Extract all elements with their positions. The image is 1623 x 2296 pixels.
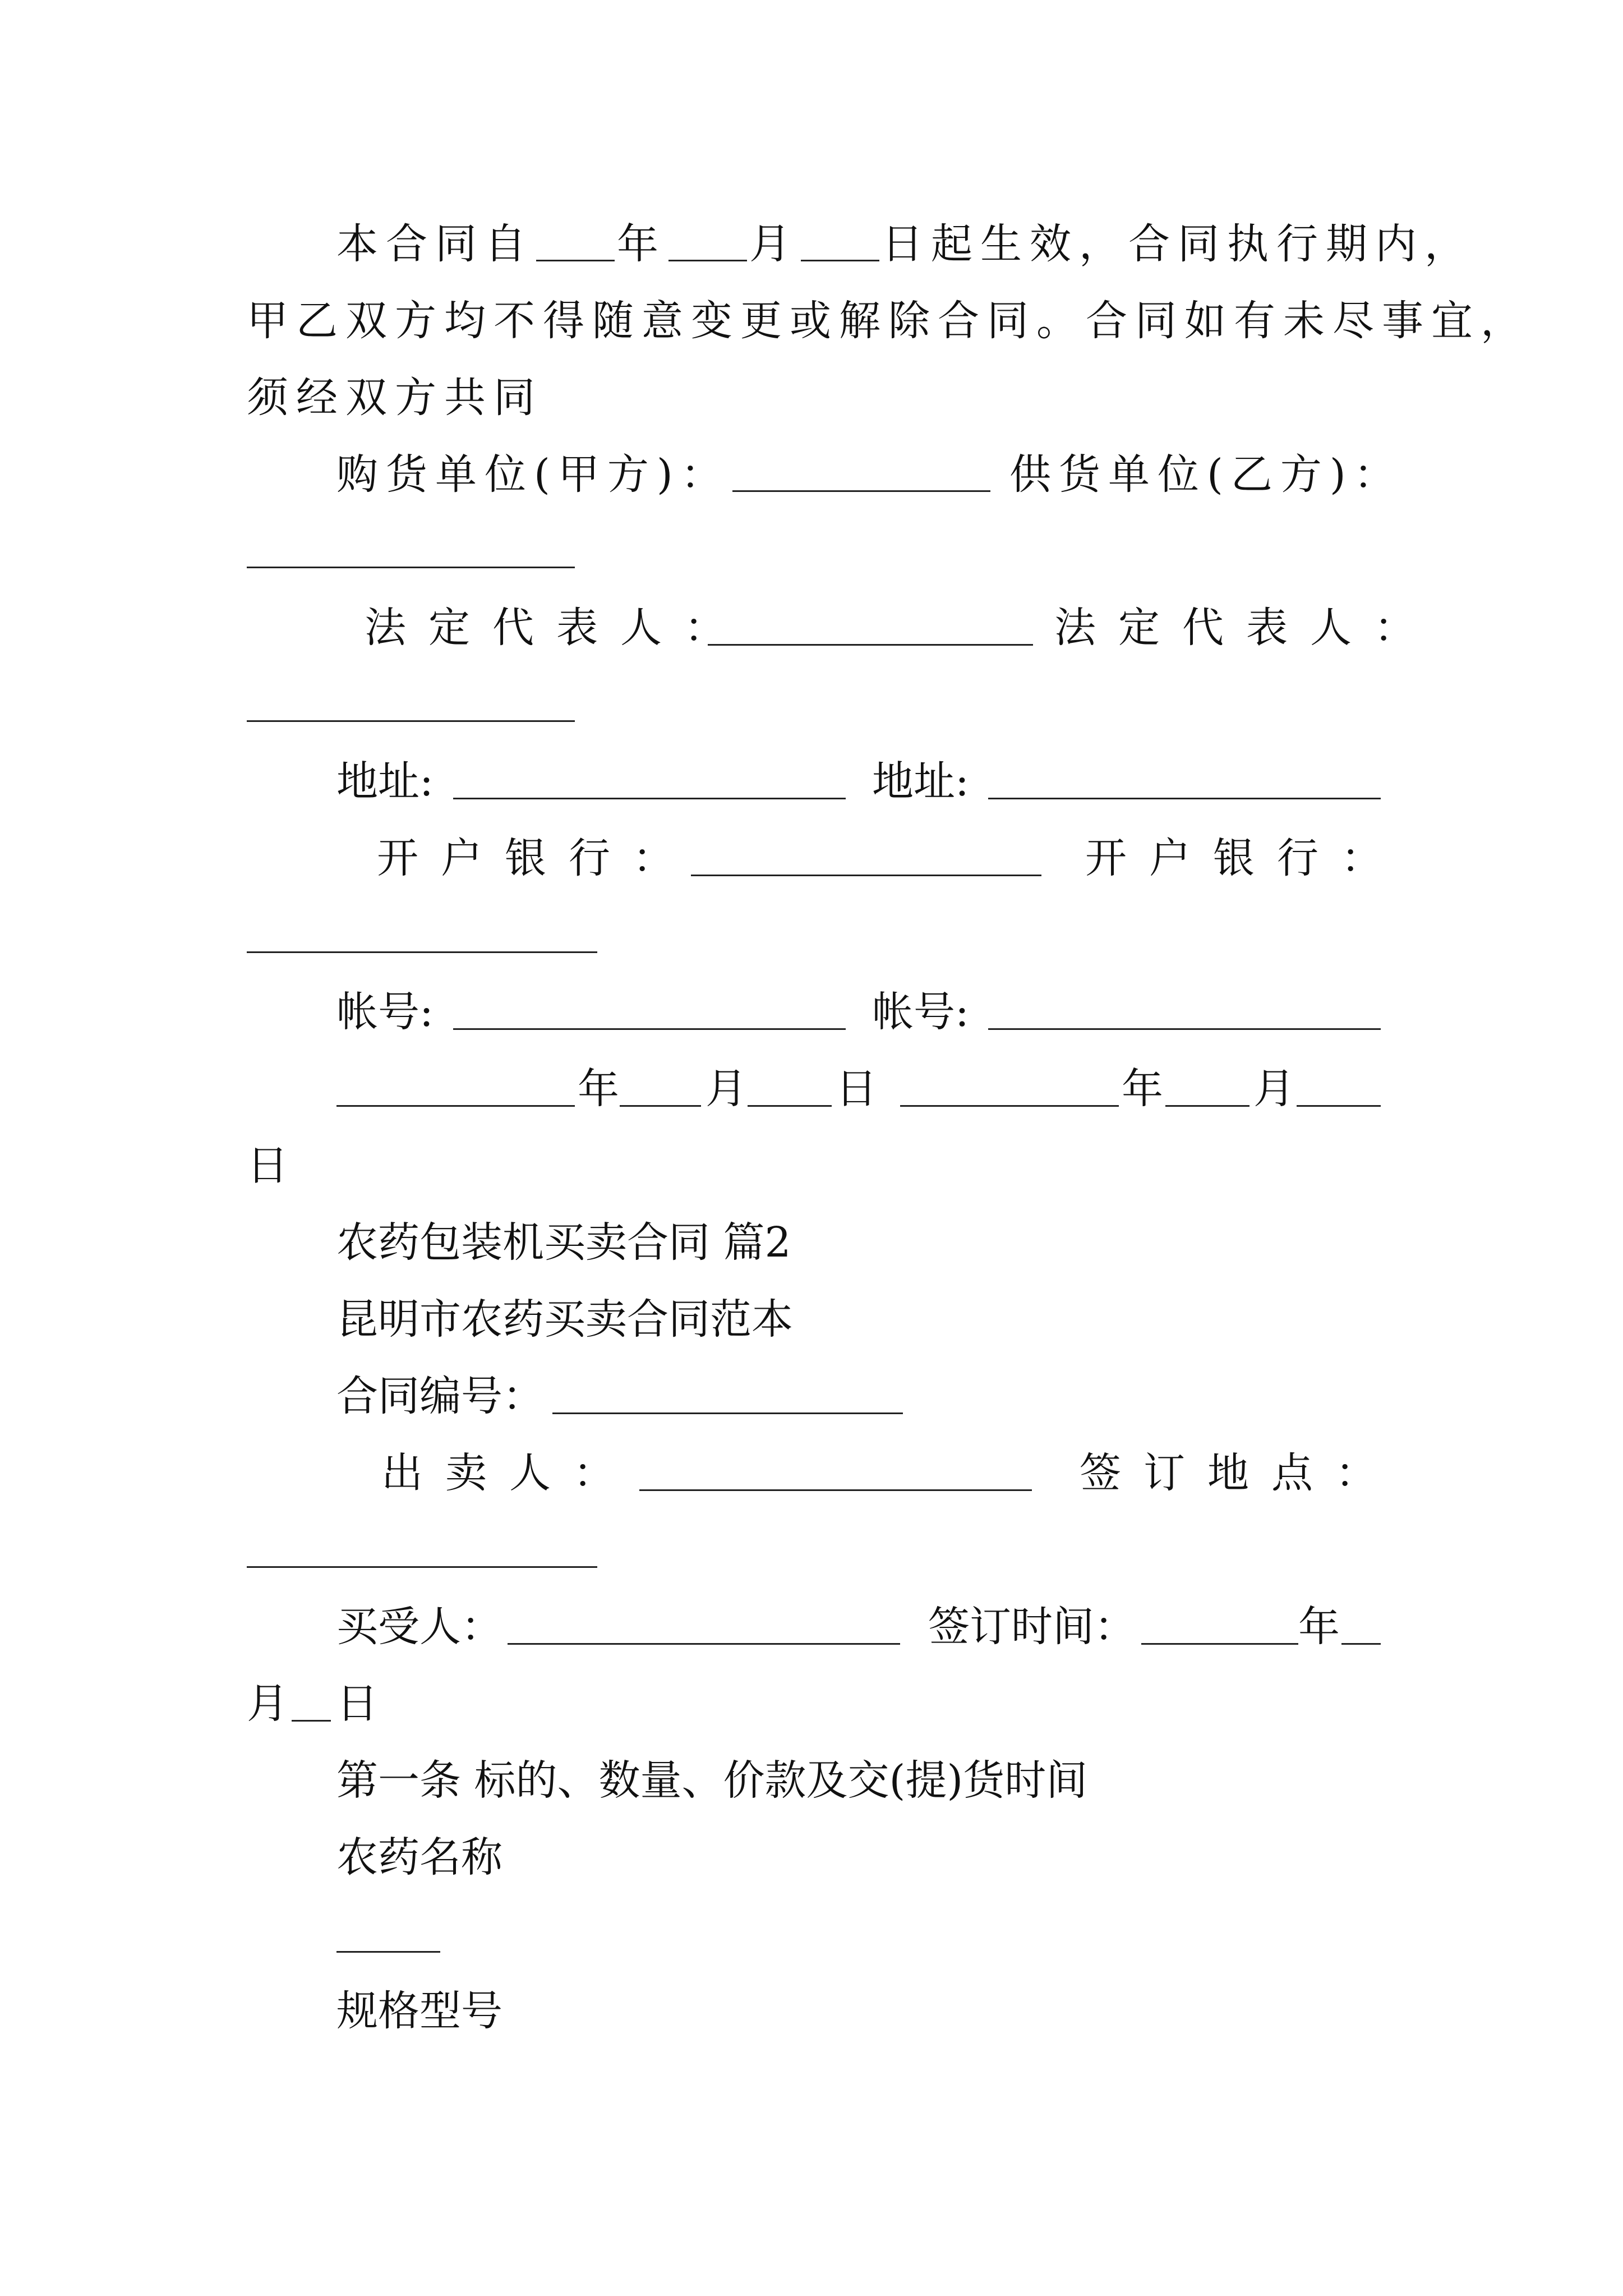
date-month-blank-2[interactable]: [1165, 1105, 1249, 1107]
article-1: 第一条 标的、数量、价款及交(提)货时间: [336, 1756, 1088, 1805]
sign-time-month-blank[interactable]: [1341, 1643, 1381, 1645]
date-day-blank-1[interactable]: [748, 1105, 832, 1107]
text-effective-rest: 日起生效，合同执行期内，: [882, 220, 1474, 268]
address-label-2: 地址:: [872, 757, 969, 806]
date-year-1: 年: [578, 1065, 619, 1113]
spec-model: 规格型号: [336, 1987, 502, 2035]
seller-unit-blank[interactable]: [247, 567, 575, 568]
legal-rep-blank-2[interactable]: [247, 720, 575, 722]
seller-blank[interactable]: [639, 1489, 1032, 1491]
buyer-seller-unit-line: [336, 450, 993, 499]
seller-label: 出卖人：: [381, 1449, 637, 1497]
blank-effective-month[interactable]: [668, 260, 747, 261]
text-year: 年: [617, 220, 666, 268]
pesticide-name: 农药名称: [336, 1833, 502, 1881]
account-label-2: 帐号:: [872, 988, 969, 1036]
para1-line1: [336, 220, 1474, 268]
address-blank-2[interactable]: [988, 798, 1381, 799]
account-blank-2[interactable]: [988, 1028, 1381, 1030]
sign-time-label: 签订时间：: [928, 1603, 1136, 1651]
address-label-1: 地址:: [336, 757, 434, 806]
date-month-2: 月: [1253, 1065, 1295, 1113]
bank-blank-2[interactable]: [247, 951, 597, 953]
contract-title: 昆明市农药买卖合同范本: [336, 1295, 793, 1343]
seller-unit-label: 供货单位(乙方)：: [1009, 450, 1403, 499]
legal-rep-label-1: 法定代表人：: [365, 604, 748, 652]
date-day-2: 日: [247, 1142, 288, 1190]
section-title: 农药包装机买卖合同 篇2: [336, 1218, 791, 1267]
legal-rep-label-2: 法定代表人：: [1054, 604, 1438, 652]
legal-rep-blank-1[interactable]: [708, 644, 1033, 646]
sign-time-year: 年: [1298, 1603, 1340, 1651]
pesticide-name-blank[interactable]: [336, 1951, 440, 1953]
blank-effective-day[interactable]: [801, 260, 879, 261]
buyer-unit-label: 购货单位(甲方)：: [336, 450, 730, 499]
sign-place-label: 签订地点：: [1080, 1449, 1399, 1497]
date-month-1: 月: [706, 1065, 747, 1113]
buyer-blank[interactable]: [508, 1643, 900, 1645]
address-blank-1[interactable]: [453, 798, 846, 799]
text-month: 月: [749, 220, 799, 268]
para1-line2: 甲乙双方均不得随意变更或解除合同。合同如有未尽事宜，: [247, 297, 1530, 345]
sign-place-blank[interactable]: [247, 1566, 597, 1568]
buyer-label: 买受人：: [336, 1603, 502, 1651]
account-label-1: 帐号:: [336, 988, 434, 1036]
contract-no-blank[interactable]: [552, 1412, 903, 1414]
sign-time-month: 月: [247, 1680, 288, 1728]
date-year-blank-1[interactable]: [336, 1105, 575, 1107]
bank-blank-1[interactable]: [691, 875, 1041, 876]
date-day-1: 日: [836, 1065, 877, 1113]
bank-label-2: 开户银行：: [1085, 834, 1405, 882]
sign-time-day: 日: [336, 1680, 378, 1728]
para1-line3: 须经双方共同: [247, 374, 543, 422]
date-year-blank-2[interactable]: [900, 1105, 1119, 1107]
sign-time-year-blank[interactable]: [1141, 1643, 1298, 1645]
date-month-blank-1[interactable]: [620, 1105, 701, 1107]
text-effective-from: 本合同自: [336, 220, 534, 268]
blank-effective-year[interactable]: [536, 260, 615, 261]
buyer-unit-blank[interactable]: [732, 490, 990, 492]
account-blank-1[interactable]: [453, 1028, 846, 1030]
bank-label-1: 开户银行：: [377, 834, 697, 882]
sign-time-day-blank[interactable]: [292, 1720, 331, 1722]
contract-no-label: 合同编号：: [336, 1372, 544, 1420]
date-year-2: 年: [1122, 1065, 1163, 1113]
date-day-blank-2[interactable]: [1297, 1105, 1381, 1107]
